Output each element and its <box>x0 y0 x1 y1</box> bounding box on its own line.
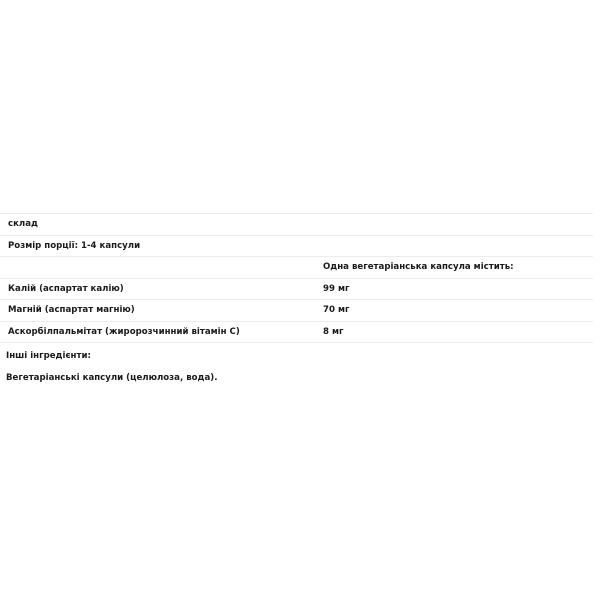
table-row <box>0 300 593 322</box>
ingredient-amount: 8 мг <box>323 326 344 337</box>
ingredient-name: Калій (аспартат калію) <box>8 283 124 294</box>
ingredient-name: Магній (аспартат магнію) <box>8 305 135 316</box>
table-row <box>0 322 593 344</box>
supplement-facts-table <box>0 213 593 343</box>
serving-size-row <box>0 236 593 258</box>
other-ingredients-label: Інші інгредієнти: <box>6 351 91 361</box>
table-row <box>0 279 593 301</box>
section-title: склад <box>8 219 38 230</box>
serving-size: Розмір порції: 1-4 капсули <box>8 240 141 251</box>
table-header-row <box>0 257 593 279</box>
ingredient-name: Аскорбілпальмітат (жиророзчинний вітамін С) <box>8 326 240 337</box>
other-ingredients-text: Вегетаріанські капсули (целюлоза, вода). <box>6 373 218 383</box>
section-title-row <box>0 214 593 236</box>
ingredient-amount: 70 мг <box>323 305 350 316</box>
header-amount: Одна вегетаріанська капсула містить: <box>323 262 514 273</box>
ingredient-amount: 99 мг <box>323 283 350 294</box>
